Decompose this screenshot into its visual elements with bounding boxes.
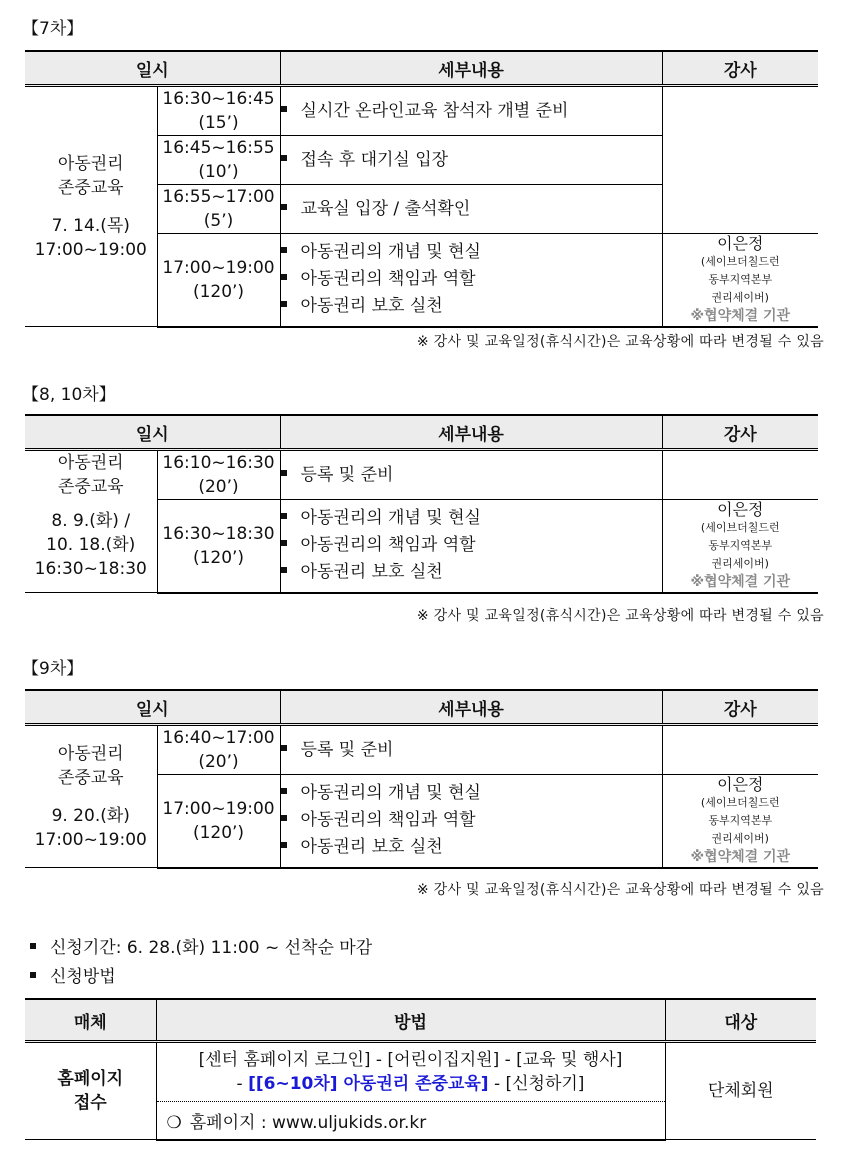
bullet-square-icon <box>281 155 287 161</box>
schedule-note: ※ 강사 및 교육일정(휴식시간)은 교육상황에 따라 변경될 수 있음 <box>416 334 824 350</box>
content-cell <box>280 450 662 500</box>
schedule-note: ※ 강사 및 교육일정(휴식시간)은 교육상황에 따라 변경될 수 있음 <box>416 882 824 898</box>
method-path-line2 <box>157 1072 665 1096</box>
content-cell <box>280 185 662 234</box>
application-table <box>25 998 816 1141</box>
content-text: 등록 및 준비 <box>300 464 394 485</box>
agreement-label: ※협약체결 기관 <box>690 307 791 324</box>
content-text: 아동권리의 개념 및 현실 <box>300 242 481 263</box>
application-period-text: 신청기간: 6. 28.(화) 11:00 ~ 선착순 마감 <box>50 938 373 958</box>
instructor-cell <box>662 234 818 327</box>
content-text: 아동권리의 책임과 역할 <box>300 810 476 831</box>
instructor-empty <box>662 725 818 775</box>
course-name-highlight: [[6~10차] 아동권리 존중교육] <box>248 1074 489 1094</box>
instructor-cell <box>662 500 818 593</box>
bullet-square-icon <box>281 842 287 848</box>
instructor-org: 동부지역본부 <box>708 813 773 827</box>
instructor-org: 동부지역본부 <box>708 538 773 552</box>
header-datetime: 일시 <box>25 690 280 725</box>
time-cell: 16:40~17:00 (20’) <box>157 725 280 775</box>
homepage-cell <box>156 1102 665 1140</box>
bullet-square-icon <box>30 943 36 949</box>
bullet-square-icon <box>281 106 287 112</box>
instructor-org: (세이브더칠드런 <box>700 520 780 534</box>
schedule-table-7 <box>25 50 818 328</box>
header-details: 세부내용 <box>280 415 662 450</box>
content-list <box>280 234 662 327</box>
bullet-square-icon <box>281 301 287 307</box>
bullet-square-icon <box>281 204 287 210</box>
method-path-suffix: - [신청하기] <box>488 1074 585 1094</box>
content-text: 아동권리의 책임과 역할 <box>300 535 476 556</box>
bullet-square-icon <box>281 274 287 280</box>
content-text: 교육실 입장 / 출석확인 <box>300 198 471 219</box>
content-text: 접속 후 대기실 입장 <box>300 149 449 170</box>
bullet-square-icon <box>281 788 287 794</box>
target-cell: 단체회원 <box>665 1042 816 1140</box>
agreement-label: ※협약체결 기관 <box>690 573 791 590</box>
program-date: 8. 9.(화) / 10. 18.(화) 16:30~18:30 <box>34 511 147 579</box>
header-details: 세부내용 <box>280 51 662 86</box>
content-cell <box>280 725 662 775</box>
content-list <box>280 775 662 868</box>
program-cell <box>25 86 157 327</box>
schedule-table-8-10 <box>25 414 818 594</box>
instructor-name: 이은정 <box>717 233 764 253</box>
content-cell <box>280 86 662 136</box>
instructor-name: 이은정 <box>717 499 764 519</box>
method-path-line1: [센터 홈페이지 로그인] - [어린이집지원] - [교육 및 행사] <box>198 1050 623 1070</box>
header-target: 대상 <box>665 999 816 1042</box>
instructor-org: 권리세이버) <box>711 831 769 845</box>
bullet-square-icon <box>281 513 287 519</box>
content-text: 아동권리의 책임과 역할 <box>300 269 476 290</box>
agreement-label: ※협약체결 기관 <box>690 848 791 865</box>
application-period <box>30 933 372 958</box>
program-date: 9. 20.(화) 17:00~19:00 <box>34 805 147 850</box>
time-cell: 16:30~16:45 (15’) <box>157 86 280 136</box>
content-text: 아동권리 보호 실천 <box>300 296 443 317</box>
header-details: 세부내용 <box>280 690 662 725</box>
time-cell: 16:45~16:55 (10’) <box>157 136 280 185</box>
instructor-org: 권리세이버) <box>711 556 769 570</box>
header-instructor: 강사 <box>662 690 818 725</box>
content-text: 실시간 온라인교육 참석자 개별 준비 <box>300 100 569 121</box>
header-media: 매체 <box>25 999 156 1042</box>
section-title-7: 【7차】 <box>22 19 84 39</box>
program-name: 아동권리 존중교육 <box>57 743 124 788</box>
schedule-table-9 <box>25 689 818 869</box>
instructor-empty <box>662 450 818 500</box>
application-method <box>30 962 116 987</box>
header-datetime: 일시 <box>25 51 280 86</box>
content-text: 아동권리의 개념 및 현실 <box>300 508 481 529</box>
header-instructor: 강사 <box>662 51 818 86</box>
instructor-name: 이은정 <box>717 774 764 794</box>
program-cell <box>25 450 157 593</box>
header-method: 방법 <box>156 999 665 1042</box>
time-cell: 16:55~17:00 (5’) <box>157 185 280 234</box>
homepage-url[interactable]: 홈페이지 : www.uljukids.or.kr <box>189 1112 427 1133</box>
method-path-prefix: - <box>236 1074 249 1094</box>
instructor-org: (세이브더칠드런 <box>700 254 780 268</box>
circle-bullet-icon: ❍ <box>166 1112 182 1133</box>
bullet-square-icon <box>281 745 287 751</box>
section-title-9: 【9차】 <box>22 659 84 679</box>
content-list <box>280 500 662 593</box>
time-cell: 17:00~19:00 (120’) <box>157 775 280 868</box>
header-datetime: 일시 <box>25 415 280 450</box>
instructor-cell <box>662 775 818 868</box>
application-method-text: 신청방법 <box>50 967 116 987</box>
header-instructor: 강사 <box>662 415 818 450</box>
bullet-square-icon <box>281 470 287 476</box>
time-cell: 16:10~16:30 (20’) <box>157 450 280 500</box>
bullet-square-icon <box>30 972 36 978</box>
instructor-org: (세이브더칠드런 <box>700 795 780 809</box>
program-name: 아동권리 존중교육 <box>57 453 124 497</box>
time-cell: 17:00~19:00 (120’) <box>157 234 280 327</box>
content-text: 아동권리 보호 실천 <box>300 837 443 858</box>
program-cell <box>25 725 157 868</box>
program-name: 아동권리 존중교육 <box>57 153 124 198</box>
bullet-square-icon <box>281 815 287 821</box>
schedule-note: ※ 강사 및 교육일정(휴식시간)은 교육상황에 따라 변경될 수 있음 <box>416 608 824 624</box>
instructor-org: 권리세이버) <box>711 290 769 304</box>
content-text: 아동권리의 개념 및 현실 <box>300 783 481 804</box>
time-cell: 16:30~18:30 (120’) <box>157 500 280 593</box>
content-text: 아동권리 보호 실천 <box>300 562 443 583</box>
bullet-square-icon <box>281 567 287 573</box>
program-date: 7. 14.(목) 17:00~19:00 <box>34 215 147 260</box>
instructor-empty <box>662 86 818 234</box>
media-cell: 홈페이지 접수 <box>25 1042 156 1140</box>
bullet-square-icon <box>281 540 287 546</box>
instructor-org: 동부지역본부 <box>708 272 773 286</box>
content-cell <box>280 136 662 185</box>
content-text: 등록 및 준비 <box>300 739 394 760</box>
section-title-8-10: 【8, 10차】 <box>22 385 116 405</box>
bullet-square-icon <box>281 247 287 253</box>
method-path-cell <box>156 1042 665 1102</box>
